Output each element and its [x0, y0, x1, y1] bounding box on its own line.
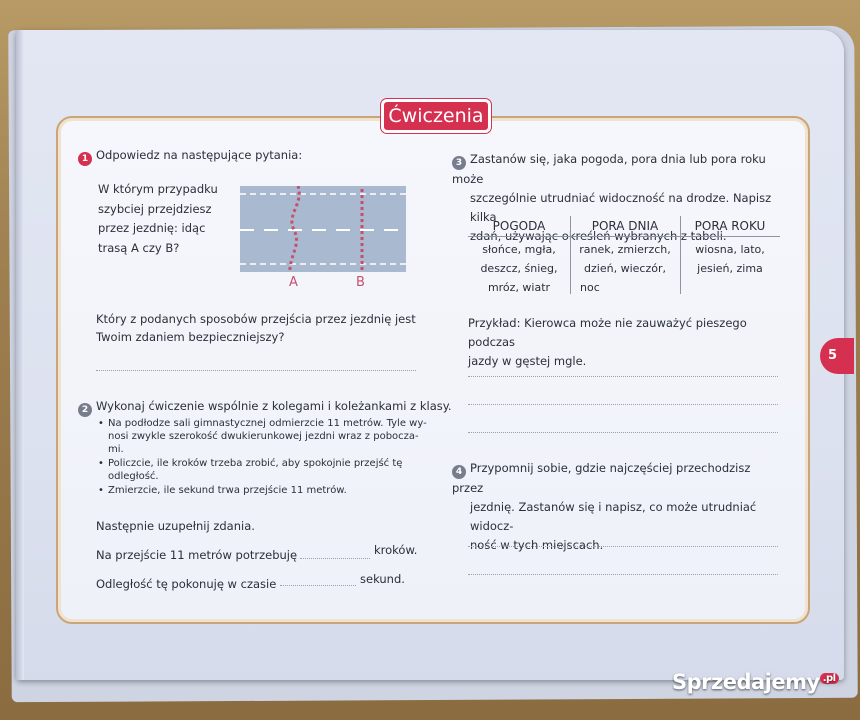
exercise-2-heading — [78, 397, 452, 417]
example-line: Przykład: Kierowca może nie zauważyć pieszego podczas — [468, 316, 747, 349]
exercise-2-instruction: Następnie uzupełnij zdania. — [96, 519, 255, 533]
exercise-3-line: Zastanów się, jaka pogoda, pora dnia lub pora roku może — [452, 152, 766, 186]
watermark-tld: .pl — [820, 673, 839, 684]
page-gutter — [16, 30, 24, 680]
exercise-1-question — [98, 180, 222, 258]
table-cell-line: jesień, zima — [697, 262, 763, 275]
exercise-3-number: 3 — [452, 156, 466, 170]
road-illustration — [240, 186, 406, 272]
exercise-1-heading — [78, 146, 302, 166]
exercise-4-heading — [452, 459, 782, 555]
answer-line[interactable] — [468, 432, 778, 433]
table-cell-weather — [468, 240, 570, 297]
question-2-line: Który z podanych sposobów przejścia przez jezdnię jest — [96, 312, 416, 326]
exercise-3-example — [468, 314, 784, 371]
steps-blank[interactable] — [300, 558, 370, 559]
exercise-2-number: 2 — [78, 403, 92, 417]
table-cell-line: ranek, zmierzch, — [579, 243, 671, 256]
watermark — [672, 670, 839, 694]
question-2-line: Twoim zdaniem bezpieczniejszy? — [96, 330, 285, 344]
table-cell-line: dzień, wieczór, — [584, 262, 666, 275]
watermark-brand: Sprzedajemy — [672, 670, 820, 694]
exercise-1-number: 1 — [78, 152, 92, 166]
exercise-1-question-2 — [96, 310, 418, 346]
table-header-time-of-day: PORA DNIA — [591, 219, 659, 233]
table-header-weather: POGODA — [492, 219, 546, 233]
bullet-line: nosi zwykle szerokość dwukierunkowej jezdni wraz z pobocza- — [108, 431, 419, 442]
table-cell-line: wiosna, lato, — [695, 243, 765, 256]
section-title: Ćwiczenia — [381, 99, 491, 133]
bullet-line: odległość. — [108, 471, 159, 482]
table-cell-season — [680, 240, 780, 278]
bullet-item — [98, 417, 428, 456]
exercise-3-line: zdań, używając określeń wybranych z tabeli. — [470, 229, 727, 243]
page-number-tab: 5 — [820, 338, 854, 374]
answer-line[interactable] — [468, 404, 778, 405]
answer-line — [96, 370, 416, 371]
exercise-4-line: Przypomnij sobie, gdzie najczęściej przechodzisz przez — [452, 461, 751, 495]
road-svg — [240, 186, 406, 272]
exercise-3-line: szczególnie utrudniać widoczność na drodze. Napisz kilka — [470, 191, 772, 224]
example-line: jazdy w gęstej mgle. — [468, 354, 587, 368]
bullet-line: mi. — [108, 444, 124, 455]
sentence-2-start: Odległość tę pokonuję w czasie — [96, 577, 277, 591]
bullet-line: Zmierzcie, ile sekund trwa przejście 11 metrów. — [108, 485, 347, 496]
table-cell-line: mróz, wiatr — [487, 281, 551, 294]
table-cell-line: słońce, mgła, — [482, 243, 556, 256]
exercise-2-bullets — [98, 417, 428, 498]
answer-line[interactable] — [468, 574, 778, 575]
sentence-2-end: sekund. — [360, 572, 405, 586]
exercise-2-heading-text: Wykonaj ćwiczenie wspólnie z kolegami i koleżankami z klasy. — [96, 399, 452, 413]
exercise-4-number: 4 — [452, 465, 466, 479]
question-line: trasą A czy B? — [98, 240, 180, 255]
bullet-item — [98, 484, 428, 497]
answer-line[interactable] — [468, 376, 778, 377]
bullet-line: Na podłodze sali gimnastycznej odmierzcie 11 metrów. Tyle wy- — [108, 418, 427, 429]
table-header-rule — [468, 236, 780, 237]
table-cell-time-of-day — [570, 240, 680, 297]
table-cell-line: noc — [580, 281, 600, 294]
question-line: W którym przypadku — [98, 182, 218, 196]
route-b-label: B — [356, 275, 365, 290]
exercise-4-line: jezdnię. Zastanów się i napisz, co może utrudniać widocz- — [470, 500, 757, 533]
exercise-4-line: ność w tych miejscach. — [470, 538, 604, 552]
answer-line[interactable] — [468, 546, 778, 547]
table-cell-line: deszcz, śnieg, — [480, 262, 558, 275]
question-line: szybciej przejdziesz — [98, 201, 212, 216]
table-header-season: PORA ROKU — [694, 219, 766, 233]
question-line: przez jezdnię: idąc — [98, 221, 206, 235]
seconds-blank[interactable] — [280, 585, 356, 586]
exercise-1-heading-text: Odpowiedz na następujące pytania: — [96, 148, 303, 162]
sentence-1-end: kroków. — [374, 543, 418, 557]
bullet-line: Policzcie, ile kroków trzeba zrobić, aby spokojnie przejść tę — [108, 458, 403, 469]
route-a-label: A — [289, 275, 298, 290]
sentence-1-start: Na przejście 11 metrów potrzebuję — [96, 548, 298, 562]
bullet-item — [98, 457, 428, 483]
